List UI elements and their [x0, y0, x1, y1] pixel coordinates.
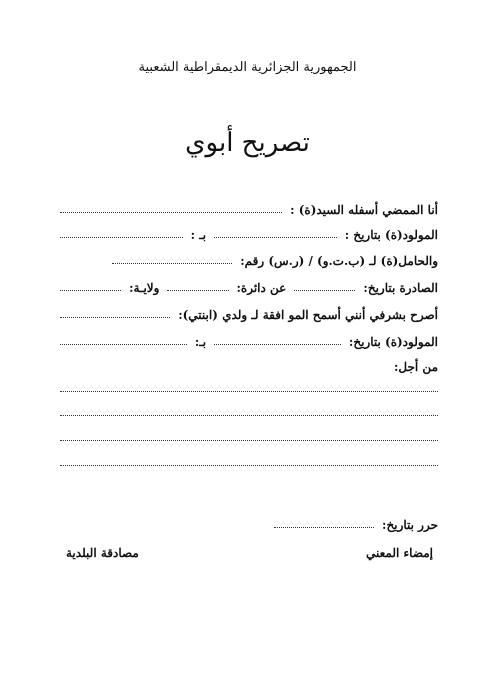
- declare-line: [60, 304, 438, 322]
- declare-label: أصرح بشرفي أنني أسمح المو افقة لـ ولدي (ابنتي):: [178, 308, 438, 322]
- id-line: [60, 250, 438, 268]
- purpose-line: [60, 356, 438, 374]
- holder-label: والحامل(ة) لـ (ب.ت.و) / (ر.س) رقم:: [240, 254, 438, 268]
- born-on-label-1: المولود(ة) بتاريخ :: [344, 228, 438, 242]
- born-at-label-2: بـ:: [194, 335, 207, 349]
- undersigned-label: أنا الممضي أسفله السيد(ة) :: [290, 203, 438, 217]
- province-field[interactable]: [60, 289, 121, 291]
- purpose-field-3[interactable]: [60, 439, 438, 441]
- district-label: عن دائرة:: [236, 281, 287, 295]
- undersigned-line: [60, 199, 438, 217]
- purpose-field-1[interactable]: [60, 390, 438, 392]
- child-name-field[interactable]: [60, 316, 170, 318]
- written-on-label: حرر بتاريخ:: [382, 518, 438, 532]
- written-on-line: [60, 514, 438, 532]
- municipality-certification-label: مصادقة البلدية: [66, 546, 139, 560]
- undersigned-field[interactable]: [60, 211, 282, 213]
- interested-signature-label: إمضاء المعني: [366, 546, 433, 560]
- purpose-field-4[interactable]: [60, 464, 438, 466]
- birth-place-field-2[interactable]: [60, 343, 187, 345]
- purpose-field-2[interactable]: [60, 414, 438, 416]
- republic-header: الجمهورية الجزائرية الديمقراطية الشعبية: [138, 60, 357, 75]
- birth-date-field-2[interactable]: [214, 343, 341, 345]
- province-label: ولايـة:: [129, 281, 160, 295]
- issue-date-field[interactable]: [294, 289, 355, 291]
- issue-line: [60, 277, 438, 295]
- birth-line-2: [60, 331, 438, 349]
- birth-date-field-1[interactable]: [214, 236, 337, 238]
- purpose-label: من أجل:: [393, 360, 438, 374]
- id-number-field[interactable]: [112, 262, 232, 264]
- district-field[interactable]: [167, 289, 228, 291]
- birth-line-1: [60, 224, 438, 242]
- issued-on-label: الصادرة بتاريخ:: [363, 281, 438, 295]
- page-title: تصريح أبوي: [185, 128, 310, 158]
- born-on-label-2: المولود(ة) بتاريخ:: [348, 335, 438, 349]
- birth-place-field-1[interactable]: [60, 236, 183, 238]
- written-on-field[interactable]: [274, 526, 374, 528]
- born-at-label-1: بـ :: [190, 228, 207, 242]
